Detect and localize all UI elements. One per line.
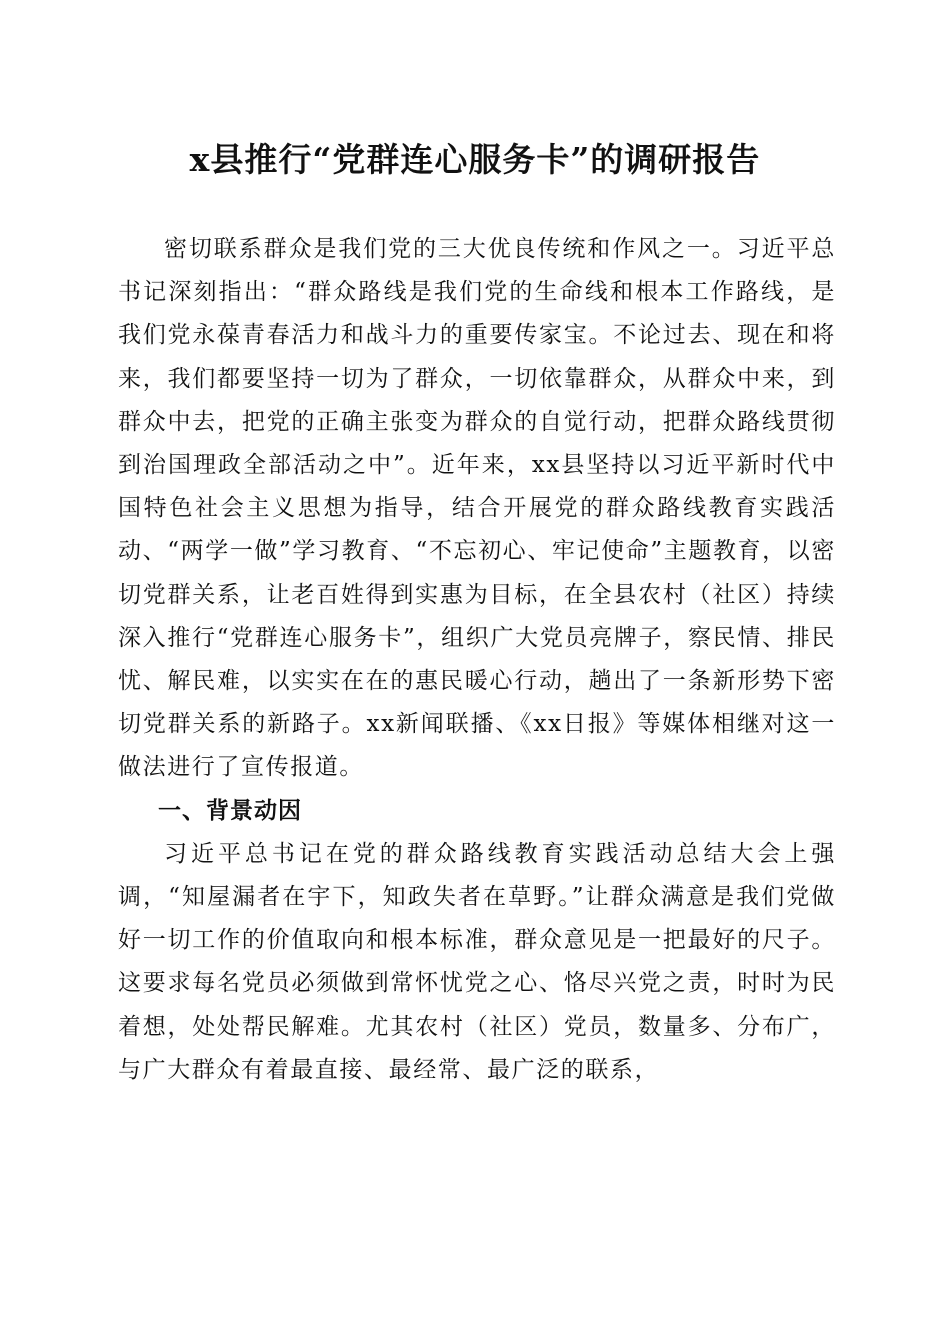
section-heading-background: 一、背景动因 <box>158 797 302 824</box>
document-body <box>118 228 836 1092</box>
background-paragraph: 习近平总书记在党的群众路线教育实践活动总结大会上强调，“知屋漏者在宇下，知政失者在草野。”让群众满意是我们党做好一切工作的价值取向和根本标准，群众意见是一把最好的尺子。这要求每名党员必须做到常怀忧党之心、恪尽兴党之责，时时为民着想，处处帮民解难。尤其农村（社区）党员，数量多、分布广，与广大群众有着最直接、最经常、最广泛的联系， <box>118 840 836 1083</box>
intro-paragraph: 密切联系群众是我们党的三大优良传统和作风之一。习近平总书记深刻指出：“群众路线是我们党的生命线和根本工作路线，是我们党永葆青春活力和战斗力的重要传家宝。不论过去、现在和将来，我们都要坚持一切为了群众，一切依靠群众，从群众中来，到群众中去，把党的正确主张变为群众的自觉行动，把群众路线贯彻到治国理政全部活动之中”。近年来，xx县坚持以习近平新时代中国特色社会主义思想为指导，结合开展党的群众路线教育实践活动、“两学一做”学习教育、“不忘初心、牢记使命”主题教育，以密切党群关系，让老百姓得到实惠为目标，在全县农村（社区）持续深入推行“党群连心服务卡”，组织广大党员亮牌子，察民情、排民忧、解民难，以实实在在的惠民暖心行动，趟出了一条新形势下密切党群关系的新路子。xx新闻联播、《xx日报》等媒体相继对这一做法进行了宣传报道。 <box>118 236 836 781</box>
document-title: x县推行“党群连心服务卡”的调研报告 <box>189 140 761 179</box>
